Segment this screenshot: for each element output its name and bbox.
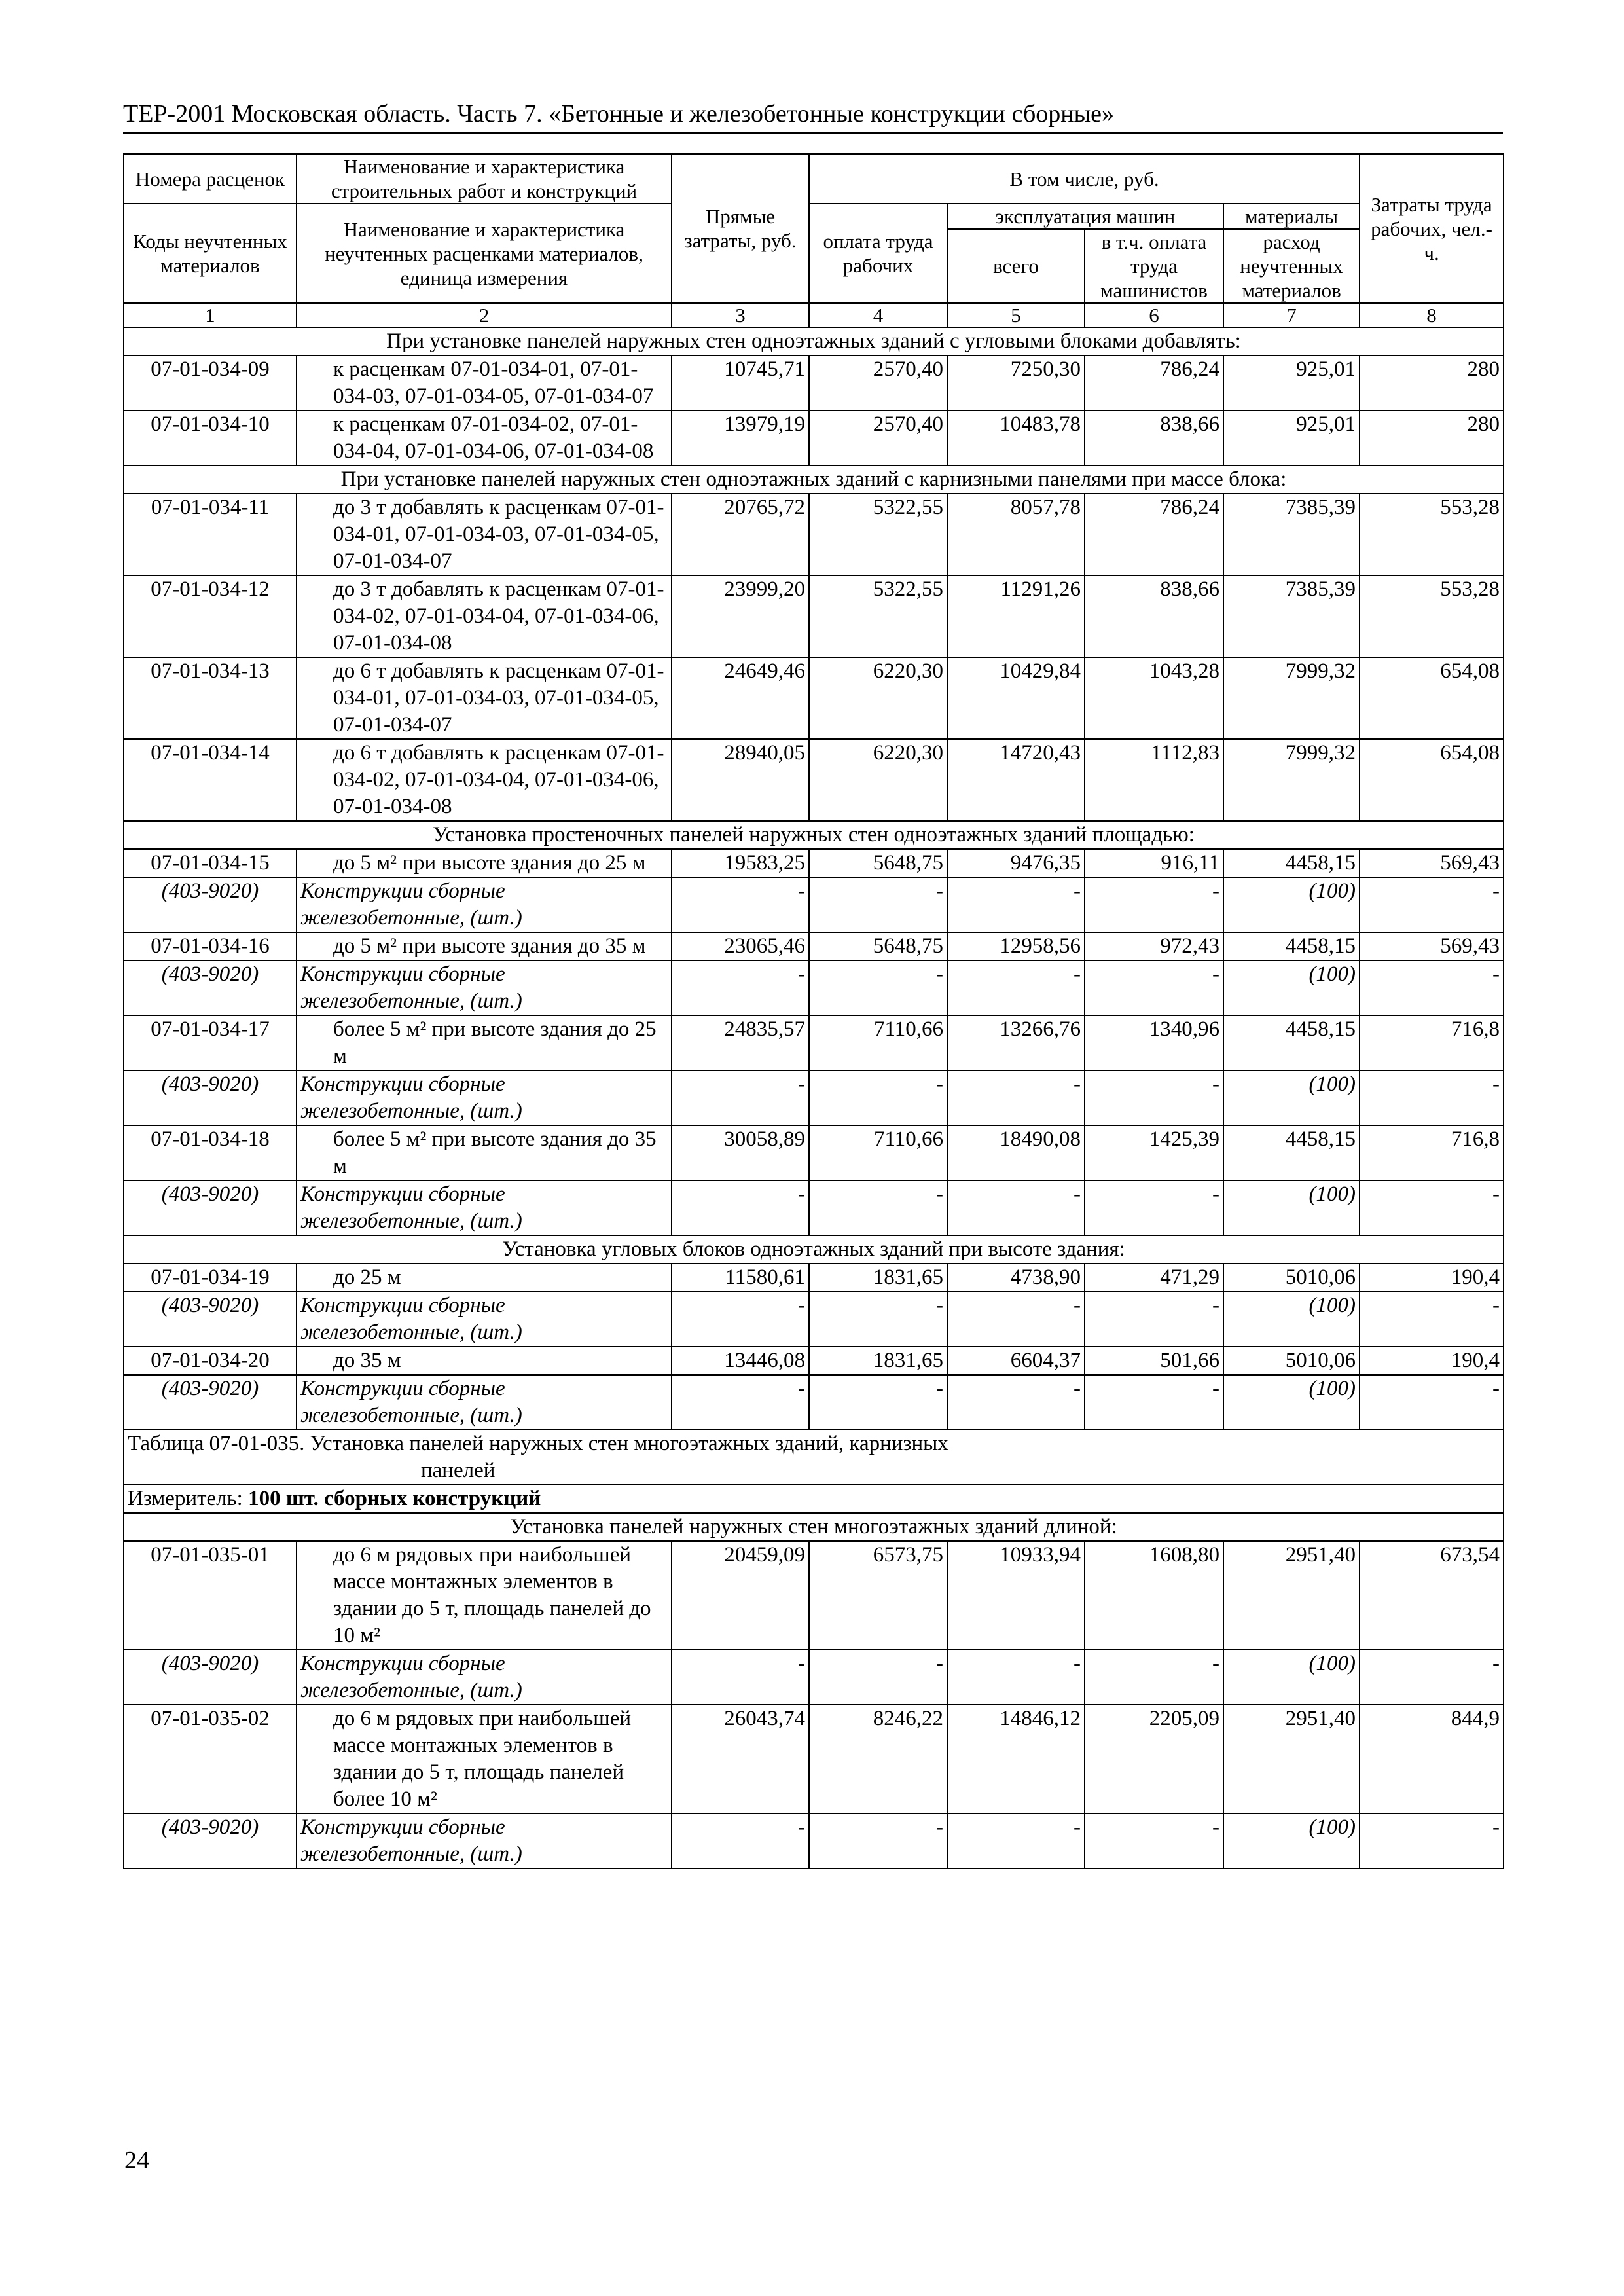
col-machines-total: всего <box>947 229 1085 303</box>
material-qty: (100) <box>1223 960 1360 1015</box>
section-title: При установке панелей наружных стен одноэтажных зданий с угловыми блоками добавлять: <box>124 327 1504 355</box>
rate-code: 07-01-034-19 <box>124 1264 297 1292</box>
machinist-pay: 838,66 <box>1085 410 1223 465</box>
rate-code: 07-01-034-10 <box>124 410 297 465</box>
material-row <box>124 1813 1504 1868</box>
meter-value: 100 шт. сборных конструкций <box>248 1487 541 1510</box>
dash: - <box>1085 1650 1223 1705</box>
material-name: Конструкции сборные железобетонные, (шт.) <box>297 1070 672 1125</box>
materials: 5010,06 <box>1223 1347 1360 1375</box>
dash: - <box>1360 1292 1504 1347</box>
col-num: 8 <box>1360 303 1504 327</box>
materials: 4458,15 <box>1223 1015 1360 1070</box>
material-code: (403-9020) <box>124 1813 297 1868</box>
dash: - <box>1085 1292 1223 1347</box>
table-row <box>124 575 1504 657</box>
material-row <box>124 1070 1504 1125</box>
rate-code: 07-01-035-01 <box>124 1541 297 1650</box>
material-name: Конструкции сборные железобетонные, (шт.) <box>297 877 672 932</box>
col-material-consumption: расход неучтенных материалов <box>1223 229 1360 303</box>
direct-costs: 19583,25 <box>672 849 809 877</box>
labor-hours: 190,4 <box>1360 1347 1504 1375</box>
material-row <box>124 1180 1504 1235</box>
rate-name: до 25 м <box>297 1264 672 1292</box>
machines-total: 11291,26 <box>947 575 1085 657</box>
section-row <box>124 821 1504 849</box>
dash: - <box>947 1292 1085 1347</box>
machines-total: 8057,78 <box>947 494 1085 575</box>
col-num: 3 <box>672 303 809 327</box>
worker-pay: 5648,75 <box>809 849 947 877</box>
rate-code: 07-01-034-14 <box>124 739 297 821</box>
worker-pay: 7110,66 <box>809 1125 947 1180</box>
machinist-pay: 786,24 <box>1085 355 1223 410</box>
machinist-pay: 1340,96 <box>1085 1015 1223 1070</box>
table-row <box>124 410 1504 465</box>
col-machinist-pay: в т.ч. оплата труда машинистов <box>1085 229 1223 303</box>
machinist-pay: 1425,39 <box>1085 1125 1223 1180</box>
materials: 7999,32 <box>1223 739 1360 821</box>
table-title-line-1: Таблица 07-01-035. Установка панелей наружных стен многоэтажных зданий, карнизных <box>128 1432 948 1455</box>
material-name: Конструкции сборные железобетонные, (шт.) <box>297 1375 672 1430</box>
dash: - <box>672 1292 809 1347</box>
dash: - <box>1085 877 1223 932</box>
direct-costs: 23999,20 <box>672 575 809 657</box>
direct-costs: 23065,46 <box>672 932 809 960</box>
machinist-pay: 838,66 <box>1085 575 1223 657</box>
dash: - <box>947 960 1085 1015</box>
table-row <box>124 494 1504 575</box>
material-qty: (100) <box>1223 1292 1360 1347</box>
machines-total: 12958,56 <box>947 932 1085 960</box>
rate-code: 07-01-035-02 <box>124 1705 297 1813</box>
table-row <box>124 1541 1504 1650</box>
table-row <box>124 1125 1504 1180</box>
dash: - <box>1360 1813 1504 1868</box>
table-title-row <box>124 1430 1504 1485</box>
materials: 925,01 <box>1223 410 1360 465</box>
material-name: Конструкции сборные железобетонные, (шт.) <box>297 1292 672 1347</box>
worker-pay: 5322,55 <box>809 494 947 575</box>
rate-code: 07-01-034-11 <box>124 494 297 575</box>
col-worker-pay: оплата труда рабочих <box>809 204 947 303</box>
dash: - <box>672 1650 809 1705</box>
meter-label: Измеритель: <box>128 1487 243 1510</box>
dash: - <box>672 1180 809 1235</box>
rates-table <box>123 153 1504 1869</box>
materials: 4458,15 <box>1223 849 1360 877</box>
labor-hours: 844,9 <box>1360 1705 1504 1813</box>
rate-name: до 3 т добавлять к расценкам 07-01-034-02, 07-01-034-04, 07-01-034-06, 07-01-034-08 <box>297 575 672 657</box>
material-row <box>124 1375 1504 1430</box>
running-header: ТЕР-2001 Московская область. Часть 7. «Бетонные и железобетонные конструкции сборные» <box>123 100 1503 134</box>
table-row <box>124 1264 1504 1292</box>
rate-code: 07-01-034-09 <box>124 355 297 410</box>
col-num: 1 <box>124 303 297 327</box>
material-qty: (100) <box>1223 1650 1360 1705</box>
rate-name: до 6 т добавлять к расценкам 07-01-034-01, 07-01-034-03, 07-01-034-05, 07-01-034-07 <box>297 657 672 739</box>
material-code: (403-9020) <box>124 1650 297 1705</box>
machines-total: 6604,37 <box>947 1347 1085 1375</box>
machines-total: 10933,94 <box>947 1541 1085 1650</box>
worker-pay: 6573,75 <box>809 1541 947 1650</box>
machinist-pay: 501,66 <box>1085 1347 1223 1375</box>
dash: - <box>1360 1650 1504 1705</box>
rate-name: до 5 м² при высоте здания до 25 м <box>297 849 672 877</box>
materials: 7999,32 <box>1223 657 1360 739</box>
labor-hours: 569,43 <box>1360 932 1504 960</box>
column-number-row <box>124 303 1504 327</box>
dash: - <box>1085 1813 1223 1868</box>
table-row <box>124 739 1504 821</box>
materials: 7385,39 <box>1223 575 1360 657</box>
materials: 4458,15 <box>1223 1125 1360 1180</box>
col-materials: материалы <box>1223 204 1360 229</box>
col-rate-numbers: Номера расценок <box>124 154 297 204</box>
dash: - <box>1360 960 1504 1015</box>
direct-costs: 26043,74 <box>672 1705 809 1813</box>
dash: - <box>809 1650 947 1705</box>
section-title: При установке панелей наружных стен одноэтажных зданий с карнизными панелями при массе блока: <box>124 465 1504 494</box>
materials: 925,01 <box>1223 355 1360 410</box>
section-row <box>124 1235 1504 1264</box>
direct-costs: 28940,05 <box>672 739 809 821</box>
labor-hours: 190,4 <box>1360 1264 1504 1292</box>
rate-name: до 35 м <box>297 1347 672 1375</box>
material-code: (403-9020) <box>124 1292 297 1347</box>
rate-name: более 5 м² при высоте здания до 25 м <box>297 1015 672 1070</box>
direct-costs: 13446,08 <box>672 1347 809 1375</box>
material-qty: (100) <box>1223 877 1360 932</box>
rate-name: к расценкам 07-01-034-02, 07-01-034-04, 07-01-034-06, 07-01-034-08 <box>297 410 672 465</box>
material-code: (403-9020) <box>124 1375 297 1430</box>
col-including: В том числе, руб. <box>809 154 1360 204</box>
worker-pay: 6220,30 <box>809 657 947 739</box>
dash: - <box>672 1813 809 1868</box>
direct-costs: 24835,57 <box>672 1015 809 1070</box>
machinist-pay: 1608,80 <box>1085 1541 1223 1650</box>
machines-total: 10483,78 <box>947 410 1085 465</box>
labor-hours: 569,43 <box>1360 849 1504 877</box>
dash: - <box>1085 1180 1223 1235</box>
material-row <box>124 877 1504 932</box>
machinist-pay: 1043,28 <box>1085 657 1223 739</box>
direct-costs: 13979,19 <box>672 410 809 465</box>
material-qty: (100) <box>1223 1375 1360 1430</box>
labor-hours: 673,54 <box>1360 1541 1504 1650</box>
machines-total: 13266,76 <box>947 1015 1085 1070</box>
dash: - <box>672 960 809 1015</box>
dash: - <box>672 1375 809 1430</box>
col-num: 2 <box>297 303 672 327</box>
material-qty: (100) <box>1223 1070 1360 1125</box>
materials: 2951,40 <box>1223 1541 1360 1650</box>
dash: - <box>947 1180 1085 1235</box>
material-name: Конструкции сборные железобетонные, (шт.) <box>297 1650 672 1705</box>
rate-name: до 6 м рядовых при наибольшей массе монтажных элементов в здании до 5 т, площадь панелей более 10 м² <box>297 1705 672 1813</box>
material-name: Конструкции сборные железобетонные, (шт.) <box>297 1813 672 1868</box>
page-number: 24 <box>124 2147 149 2174</box>
material-code: (403-9020) <box>124 877 297 932</box>
direct-costs: 30058,89 <box>672 1125 809 1180</box>
dash: - <box>1085 960 1223 1015</box>
table-row <box>124 355 1504 410</box>
rate-code: 07-01-034-20 <box>124 1347 297 1375</box>
dash: - <box>809 1070 947 1125</box>
dash: - <box>809 1813 947 1868</box>
col-num: 4 <box>809 303 947 327</box>
section-title: Установка панелей наружных стен многоэтажных зданий длиной: <box>124 1513 1504 1541</box>
material-qty: (100) <box>1223 1180 1360 1235</box>
table-row <box>124 657 1504 739</box>
dash: - <box>672 1070 809 1125</box>
machines-total: 9476,35 <box>947 849 1085 877</box>
section-title: Установка простеночных панелей наружных стен одноэтажных зданий площадью: <box>124 821 1504 849</box>
machines-total: 14720,43 <box>947 739 1085 821</box>
dash: - <box>947 1650 1085 1705</box>
table-row <box>124 932 1504 960</box>
section-row <box>124 465 1504 494</box>
table-row <box>124 1347 1504 1375</box>
rate-name: более 5 м² при высоте здания до 35 м <box>297 1125 672 1180</box>
labor-hours: 716,8 <box>1360 1015 1504 1070</box>
dash: - <box>809 877 947 932</box>
machinist-pay: 2205,09 <box>1085 1705 1223 1813</box>
machines-total: 7250,30 <box>947 355 1085 410</box>
dash: - <box>947 1375 1085 1430</box>
dash: - <box>809 1292 947 1347</box>
dash: - <box>947 877 1085 932</box>
dash: - <box>1360 877 1504 932</box>
col-machines: эксплуатация машин <box>947 204 1223 229</box>
materials: 4458,15 <box>1223 932 1360 960</box>
col-labor-hours: Затраты труда рабочих, чел.-ч. <box>1360 154 1504 303</box>
material-name: Конструкции сборные железобетонные, (шт.) <box>297 1180 672 1235</box>
machinist-pay: 786,24 <box>1085 494 1223 575</box>
material-code: (403-9020) <box>124 1180 297 1235</box>
rate-name: до 3 т добавлять к расценкам 07-01-034-01, 07-01-034-03, 07-01-034-05, 07-01-034-07 <box>297 494 672 575</box>
table-title-line-2: панелей <box>421 1459 496 1482</box>
material-code: (403-9020) <box>124 960 297 1015</box>
table-035-title <box>124 1430 1504 1485</box>
worker-pay: 8246,22 <box>809 1705 947 1813</box>
rate-name: к расценкам 07-01-034-01, 07-01-034-03, 07-01-034-05, 07-01-034-07 <box>297 355 672 410</box>
rate-code: 07-01-034-17 <box>124 1015 297 1070</box>
table-row <box>124 1015 1504 1070</box>
col-num: 7 <box>1223 303 1360 327</box>
rate-name: до 6 т добавлять к расценкам 07-01-034-02, 07-01-034-04, 07-01-034-06, 07-01-034-08 <box>297 739 672 821</box>
rate-code: 07-01-034-16 <box>124 932 297 960</box>
material-row <box>124 1650 1504 1705</box>
worker-pay: 5648,75 <box>809 932 947 960</box>
machines-total: 18490,08 <box>947 1125 1085 1180</box>
col-direct-costs: Прямые затраты, руб. <box>672 154 809 303</box>
direct-costs: 11580,61 <box>672 1264 809 1292</box>
rate-code: 07-01-034-12 <box>124 575 297 657</box>
header-row-2 <box>124 204 1504 229</box>
dash: - <box>1085 1375 1223 1430</box>
machinist-pay: 1112,83 <box>1085 739 1223 821</box>
material-row <box>124 1292 1504 1347</box>
direct-costs: 10745,71 <box>672 355 809 410</box>
section-title: Установка угловых блоков одноэтажных зданий при высоте здания: <box>124 1235 1504 1264</box>
direct-costs: 20765,72 <box>672 494 809 575</box>
dash: - <box>1360 1070 1504 1125</box>
table-row <box>124 849 1504 877</box>
direct-costs: 20459,09 <box>672 1541 809 1650</box>
dash: - <box>809 1375 947 1430</box>
col-num: 5 <box>947 303 1085 327</box>
labor-hours: 654,08 <box>1360 657 1504 739</box>
col-material-name: Наименование и характеристика неучтенных расценками материалов, единица измерения <box>297 204 672 303</box>
worker-pay: 7110,66 <box>809 1015 947 1070</box>
labor-hours: 553,28 <box>1360 494 1504 575</box>
rate-name: до 6 м рядовых при наибольшей массе монтажных элементов в здании до 5 т, площадь панелей до 10 м² <box>297 1541 672 1650</box>
worker-pay: 1831,65 <box>809 1264 947 1292</box>
col-material-codes: Коды неучтенных материалов <box>124 204 297 303</box>
materials: 5010,06 <box>1223 1264 1360 1292</box>
material-code: (403-9020) <box>124 1070 297 1125</box>
labor-hours: 716,8 <box>1360 1125 1504 1180</box>
machinist-pay: 471,29 <box>1085 1264 1223 1292</box>
material-row <box>124 960 1504 1015</box>
materials: 2951,40 <box>1223 1705 1360 1813</box>
section-row <box>124 1513 1504 1541</box>
rate-code: 07-01-034-13 <box>124 657 297 739</box>
labor-hours: 553,28 <box>1360 575 1504 657</box>
worker-pay: 1831,65 <box>809 1347 947 1375</box>
table-row <box>124 1705 1504 1813</box>
machinist-pay: 916,11 <box>1085 849 1223 877</box>
col-num: 6 <box>1085 303 1223 327</box>
dash: - <box>1085 1070 1223 1125</box>
meter <box>124 1485 1504 1513</box>
material-name: Конструкции сборные железобетонные, (шт.) <box>297 960 672 1015</box>
direct-costs: 24649,46 <box>672 657 809 739</box>
dash: - <box>672 877 809 932</box>
labor-hours: 654,08 <box>1360 739 1504 821</box>
worker-pay: 2570,40 <box>809 410 947 465</box>
dash: - <box>947 1813 1085 1868</box>
rate-name: до 5 м² при высоте здания до 35 м <box>297 932 672 960</box>
meter-row <box>124 1485 1504 1513</box>
labor-hours: 280 <box>1360 410 1504 465</box>
worker-pay: 2570,40 <box>809 355 947 410</box>
machines-total: 10429,84 <box>947 657 1085 739</box>
machinist-pay: 972,43 <box>1085 932 1223 960</box>
dash: - <box>1360 1180 1504 1235</box>
dash: - <box>809 1180 947 1235</box>
section-row <box>124 327 1504 355</box>
labor-hours: 280 <box>1360 355 1504 410</box>
header-row-1 <box>124 154 1504 204</box>
dash: - <box>1360 1375 1504 1430</box>
worker-pay: 5322,55 <box>809 575 947 657</box>
machines-total: 4738,90 <box>947 1264 1085 1292</box>
rate-code: 07-01-034-18 <box>124 1125 297 1180</box>
col-work-name: Наименование и характеристика строительных работ и конструкций <box>297 154 672 204</box>
dash: - <box>947 1070 1085 1125</box>
dash: - <box>809 960 947 1015</box>
materials: 7385,39 <box>1223 494 1360 575</box>
material-qty: (100) <box>1223 1813 1360 1868</box>
worker-pay: 6220,30 <box>809 739 947 821</box>
rate-code: 07-01-034-15 <box>124 849 297 877</box>
machines-total: 14846,12 <box>947 1705 1085 1813</box>
